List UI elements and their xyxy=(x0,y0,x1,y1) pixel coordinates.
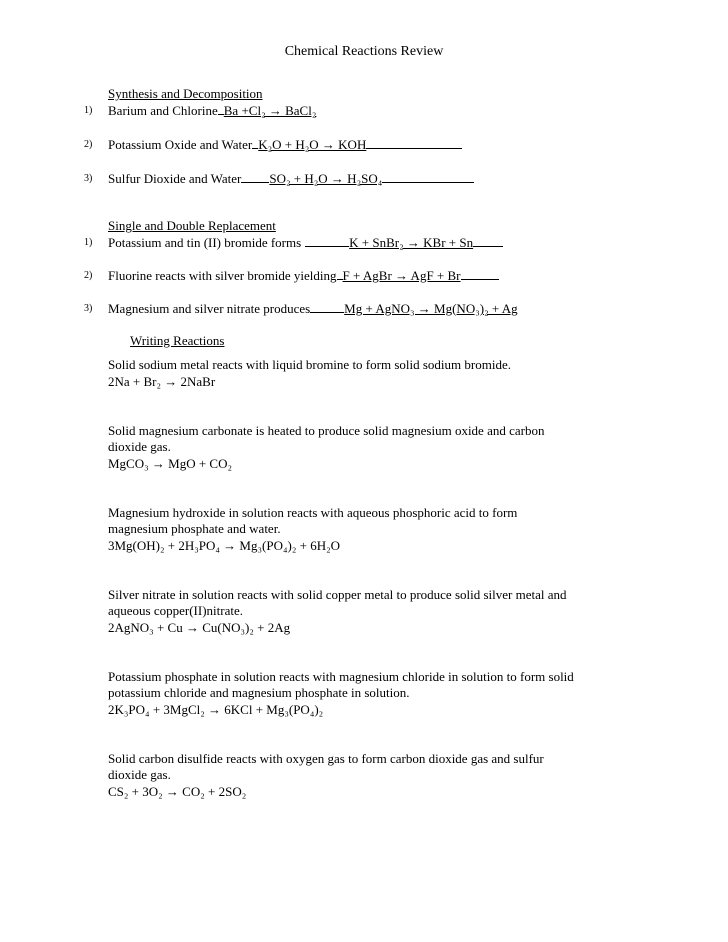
question-text: Barium and Chlorine xyxy=(108,103,218,118)
item-number: 1) xyxy=(84,237,93,248)
question-synthesis-3 xyxy=(108,170,474,187)
answer-equation: SO₂ + H₂O → H₂SO₄ xyxy=(269,171,383,186)
writing-prompt: dioxide gas. xyxy=(108,439,171,454)
item-number: 1) xyxy=(84,105,93,116)
writing-prompt: Silver nitrate in solution reacts with solid copper metal to produce solid silver metal and xyxy=(108,587,567,602)
writing-prompt: Solid sodium metal reacts with liquid bromine to form solid sodium bromide. xyxy=(108,357,511,372)
writing-prompt: aqueous copper(II)nitrate. xyxy=(108,603,243,618)
section-heading-writing: Writing Reactions xyxy=(130,333,225,348)
writing-prompt: Magnesium hydroxide in solution reacts with aqueous phosphoric acid to form xyxy=(108,505,518,520)
section-heading-replacement: Single and Double Replacement xyxy=(108,218,276,233)
question-text: Magnesium and silver nitrate produces xyxy=(108,301,311,316)
writing-answer: 2Na + Br₂ → 2NaBr xyxy=(108,374,216,389)
question-replacement-3 xyxy=(108,300,518,317)
question-text: Fluorine reacts with silver bromide yielding xyxy=(108,268,337,283)
writing-prompt: dioxide gas. xyxy=(108,767,171,782)
writing-answer: 2K₃PO₄ + 3MgCl₂ → 6KCl + Mg₃(PO₄)₂ xyxy=(108,702,324,717)
writing-prompt: Solid carbon disulfide reacts with oxygen gas to form carbon dioxide gas and sulfur xyxy=(108,751,544,766)
writing-answer: MgCO₃ → MgO + CO₂ xyxy=(108,456,233,471)
question-replacement-1 xyxy=(108,234,503,251)
writing-prompt: Potassium phosphate in solution reacts with magnesium chloride in solution to form solid xyxy=(108,669,574,684)
writing-answer: 3Mg(OH)₂ + 2H₃PO₄ → Mg₃(PO₄)₂ + 6H₂O xyxy=(108,538,341,553)
question-text: Potassium and tin (II) bromide forms xyxy=(108,235,302,250)
item-number: 2) xyxy=(84,139,93,150)
writing-prompt: Solid magnesium carbonate is heated to produce solid magnesium oxide and carbon xyxy=(108,423,545,438)
item-number: 3) xyxy=(84,173,93,184)
writing-prompt: potassium chloride and magnesium phosphate in solution. xyxy=(108,685,410,700)
writing-prompt: magnesium phosphate and water. xyxy=(108,521,281,536)
writing-answer: 2AgNO₃ + Cu → Cu(NO₃)₂ + 2Ag xyxy=(108,620,291,635)
question-replacement-2 xyxy=(108,267,499,284)
question-synthesis-1 xyxy=(108,102,316,119)
item-number: 2) xyxy=(84,270,93,281)
answer-equation: Ba +Cl₂ → BaCl₂ xyxy=(223,103,317,118)
answer-equation: Mg + AgNO₃ → Mg(NO₃)₂ + Ag xyxy=(344,301,518,316)
question-text: Potassium Oxide and Water xyxy=(108,137,253,152)
section-heading-synthesis: Synthesis and Decomposition xyxy=(108,86,263,101)
page-title: Chemical Reactions Review xyxy=(284,44,444,59)
answer-equation: K₂O + H₂O → KOH xyxy=(258,137,367,152)
answer-equation: F + AgBr → AgF + Br xyxy=(342,268,461,283)
writing-answer: CS₂ + 3O₂ → CO₂ + 2SO₂ xyxy=(108,784,247,799)
question-text: Sulfur Dioxide and Water xyxy=(108,171,242,186)
answer-equation: K + SnBr₂ → KBr + Sn xyxy=(349,235,474,250)
item-number: 3) xyxy=(84,303,93,314)
question-synthesis-2 xyxy=(108,136,462,153)
